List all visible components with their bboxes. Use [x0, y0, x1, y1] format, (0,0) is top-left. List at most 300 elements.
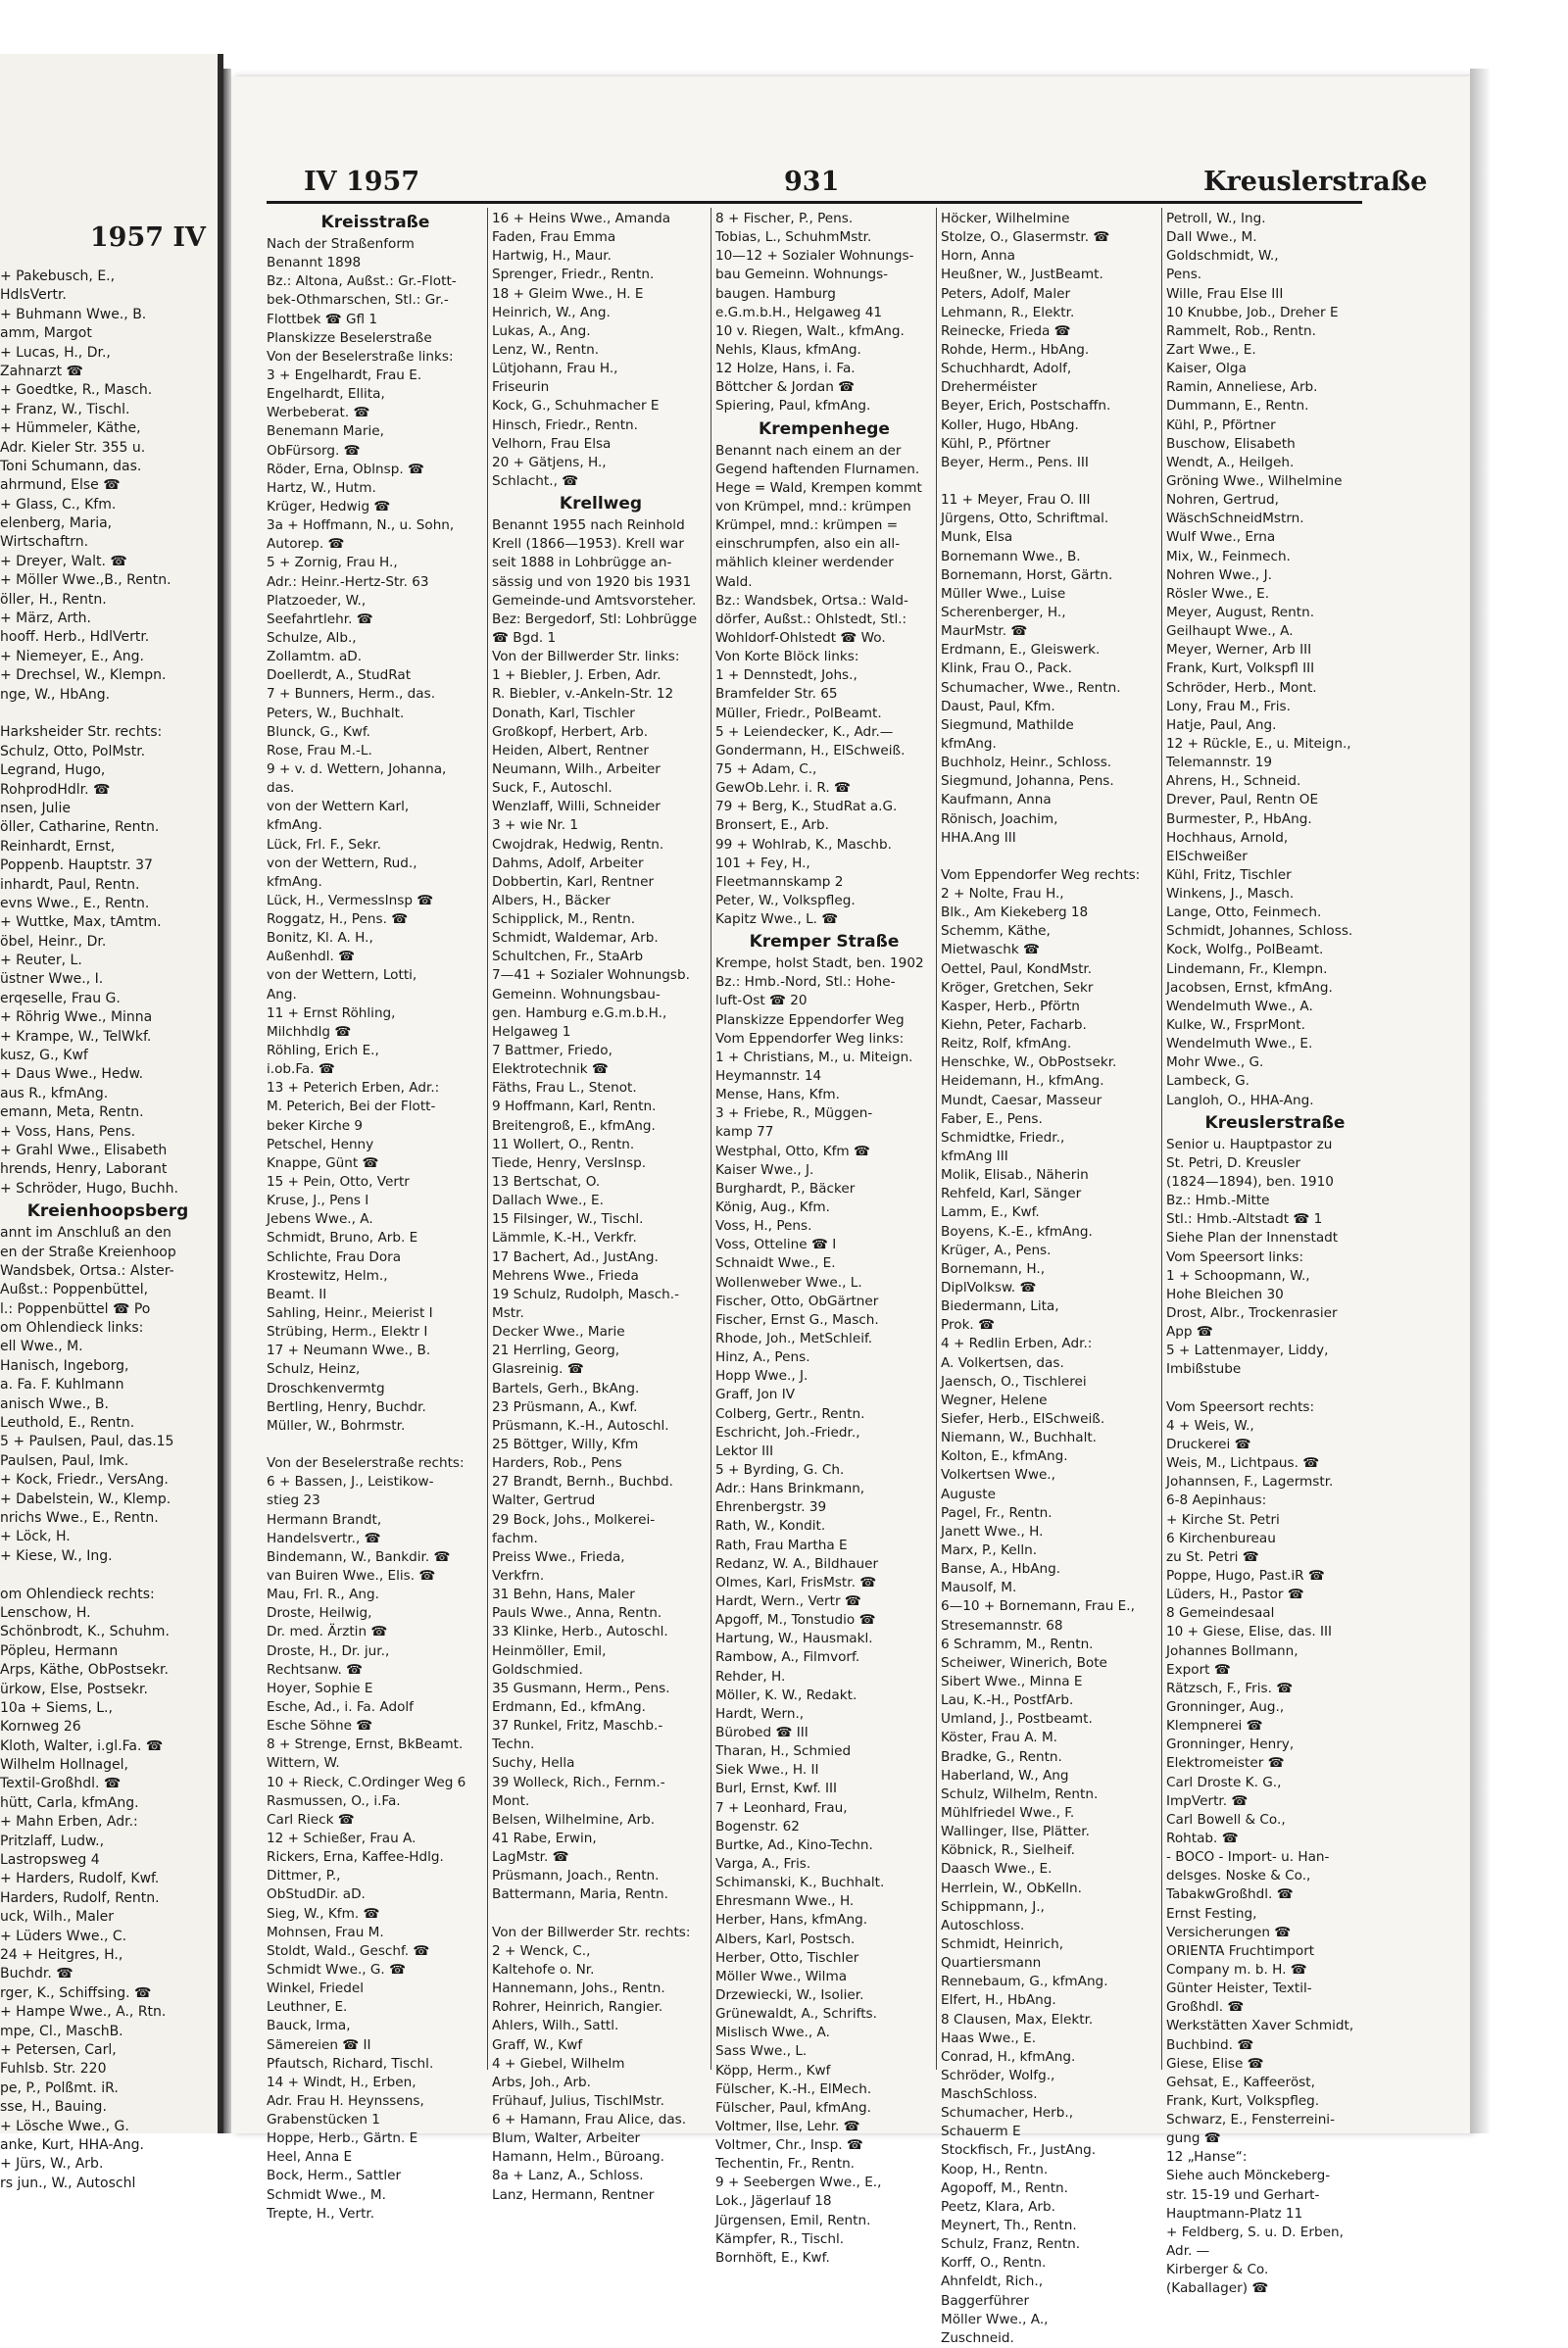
directory-entry-line: Pagel, Fr., Rentn. [941, 1504, 1053, 1521]
directory-entry-line: von der Wettern, Lotti, [267, 967, 417, 984]
directory-entry-line: Poppenb. Hauptstr. 37 [0, 857, 153, 874]
directory-entry-line: Droste, Heilwig, [267, 1605, 372, 1622]
directory-entry-line [0, 1566, 216, 1585]
directory-entry-line: Bz.: Hmb.-Mitte [1166, 1193, 1270, 1209]
directory-entry-line: Pritzlaff, Ludw., [0, 1833, 105, 1849]
directory-entry-line: einschrumpfen, also ein all- [715, 536, 901, 553]
directory-entry-line: 10 v. Riegen, Walt., kfmAng. [715, 322, 905, 339]
directory-entry-line: 11 + Meyer, Frau O. III [941, 492, 1091, 509]
directory-entry-line: Doellerdt, A., StudRat [267, 667, 412, 684]
directory-entry-line: Auguste [941, 1486, 996, 1502]
directory-entry-line: Buchdr. ☎ [0, 1966, 74, 1982]
directory-entry-line: anke, Kurt, HHA-Ang. [0, 2136, 144, 2153]
street-heading: Kreuslerstraße [1204, 1112, 1346, 1133]
directory-entry-line: Meynert, Th., Rentn. [941, 2218, 1077, 2234]
directory-entry-line: Jacobsen, Ernst, kfmAng. [1166, 979, 1333, 996]
directory-entry-line: Möller Wwe., Wilma [715, 1968, 848, 1984]
directory-entry-line: Kröger, Gretchen, Sekr [941, 979, 1094, 996]
directory-entry-line: Meyer, August, Rentn. [1166, 604, 1315, 620]
directory-entry-line: + Goedtke, R., Masch. [0, 382, 153, 399]
directory-entry-line: Lück, H., VermessInsp ☎ [267, 892, 434, 908]
directory-entry-line: ürkow, Else, Postsekr. [0, 1681, 148, 1697]
directory-entry-line: Schlichte, Frau Dora [267, 1248, 402, 1265]
directory-entry-line: + Lüders Wwe., C. [0, 1928, 127, 1944]
directory-entry-line: TabakwGroßhdl. ☎ [1166, 1886, 1294, 1903]
directory-entry-line: Toni Schumann, das. [0, 458, 142, 474]
directory-entry-line: Bornhöft, E., Kwf. [715, 2249, 830, 2266]
directory-entry-line: Nach der Straßenform [267, 236, 415, 252]
directory-entry-line: Haas Wwe., E. [941, 2030, 1037, 2046]
directory-entry-line: Von der Beselerstraße rechts: [267, 1455, 465, 1472]
directory-entry-line: inhardt, Paul, Rentn. [0, 876, 140, 893]
directory-entry-line: Peetz, Klara, Arb. [941, 2198, 1055, 2215]
directory-entry-line: Vom Speersort links: [1166, 1248, 1304, 1265]
directory-entry-line: Herber, Otto, Tischler [715, 1949, 859, 1966]
directory-entry-line: 6 Kirchenbureau [1166, 1530, 1276, 1546]
directory-entry-line: Außst.: Poppenbüttel, [0, 1282, 149, 1298]
directory-entry-line: Hanisch, Ingeborg, [0, 1357, 129, 1374]
directory-entry-line: Kruse, J., Pens I [267, 1193, 369, 1209]
directory-entry-line: Gronninger, Henry, [1166, 1737, 1295, 1753]
directory-entry-line: Flottbek ☎ Gfl 1 [267, 311, 378, 327]
directory-entry-line: Bronsert, E., Arb. [715, 817, 829, 834]
directory-entry-line: 8 Gemeindesaal [1166, 1605, 1275, 1622]
directory-entry-line: Milchhdlg ☎ [267, 1023, 352, 1040]
directory-column-5 [1166, 210, 1384, 2297]
directory-entry-line: Bindemann, W., Bankdir. ☎ [267, 1548, 451, 1565]
directory-entry-line: Rasmussen, O., i.Fa. [267, 1792, 401, 1809]
directory-entry-line: Dallach Wwe., E. [492, 1193, 604, 1209]
directory-entry-line: Hochhaus, Arnold, [1166, 829, 1289, 846]
directory-entry-line: Grünewaldt, A., Schrifts. [715, 2006, 877, 2023]
directory-entry-line: Bez: Bergedorf, Stl: Lohbrügge [492, 611, 698, 627]
directory-entry-line: Schulze, Alb., [267, 629, 357, 646]
directory-entry-line: Mislisch Wwe., A. [715, 2025, 830, 2041]
directory-entry-line: Großhdl. ☎ [1166, 1999, 1245, 2016]
directory-entry-line: Hohe Bleichen 30 [1166, 1286, 1284, 1302]
directory-entry-line: Kapitz Wwe., L. ☎ [715, 911, 839, 928]
directory-entry-line: 6 + Bassen, J., Leistikow- [267, 1474, 434, 1491]
directory-entry-line: 19 Schulz, Rudolph, Masch.- [492, 1286, 680, 1302]
directory-entry-line: Schauerm E [941, 2124, 1021, 2140]
directory-entry-line: Beamt. II [267, 1286, 327, 1302]
directory-entry-line: Poppe, Hugo, Past.iR ☎ [1166, 1567, 1325, 1584]
directory-entry-line: Mstr. [492, 1305, 524, 1322]
directory-entry-line: 1 + Schoopmann, W., [1166, 1267, 1310, 1284]
directory-entry-line: Techentin, Fr., Rentn. [715, 2156, 856, 2173]
directory-entry-line: kusz, G., Kwf [0, 1048, 88, 1064]
directory-entry-line: 6—10 + Bornemann, Frau E., [941, 1598, 1135, 1615]
directory-entry-line: Schönbrodt, K., Schuhm. [0, 1624, 170, 1640]
directory-entry-line: str. 15-19 und Gerhart- [1166, 2186, 1320, 2203]
directory-entry-line: Klempnerei ☎ [1166, 1718, 1263, 1735]
directory-entry-line: Versicherungen ☎ [1166, 1924, 1292, 1940]
volume-header: IV 1957 [304, 167, 420, 197]
directory-entry-line: a. Fa. F. Kuhlmann [0, 1377, 124, 1394]
directory-entry-line: Heymannstr. 14 [715, 1068, 822, 1085]
directory-entry-line: Wulf Wwe., Erna [1166, 529, 1276, 546]
directory-entry-line: - BOCO - Import- u. Han- [1166, 1849, 1330, 1866]
directory-entry-line: Schnaidt Wwe., E. [715, 1255, 836, 1272]
directory-entry-line: 8a + Lanz, A., Schloss. [492, 2168, 644, 2184]
directory-entry-line: Autorep. ☎ [267, 536, 345, 553]
directory-entry-line: Dummann, E., Rentn. [1166, 398, 1309, 415]
directory-entry-line: Glasreinig. ☎ [492, 1361, 584, 1378]
directory-entry-line: 15 + Pein, Otto, Vertr [267, 1174, 410, 1191]
directory-entry-line: + Drechsel, W., Klempn. [0, 667, 167, 684]
directory-entry-line: 3 + Engelhardt, Frau E. [267, 367, 422, 383]
directory-entry-line: + Daus Wwe., Hedw. [0, 1066, 144, 1083]
street-heading: Kremper Straße [749, 932, 900, 953]
directory-entry-line: WäschSchneidMstrn. [1166, 511, 1304, 527]
directory-entry-line: pe, P., Polßmt. iR. [0, 2079, 119, 2096]
directory-entry-line: 5 + Leiendecker, K., Adr.— [715, 723, 894, 740]
directory-entry-line: sässig und von 1920 bis 1931 [492, 573, 692, 590]
directory-entry-line: Friseurin [492, 379, 550, 396]
directory-entry-line: Werkstätten Xaver Schmidt, [1166, 2018, 1354, 2034]
directory-entry-line: Lehmann, R., Elektr. [941, 304, 1075, 320]
directory-entry-line: Schumacher, Wwe., Rentn. [941, 679, 1121, 696]
directory-entry-line: Planskizze Eppendorfer Weg [715, 1011, 905, 1028]
directory-entry-line: Mausolf, M. [941, 1580, 1017, 1596]
directory-entry-line: Lindemann, Fr., Klempn. [1166, 960, 1328, 977]
directory-entry-line: Graff, Jon IV [715, 1387, 796, 1403]
directory-entry-line: 13 + Peterich Erben, Adr.: [267, 1080, 440, 1097]
directory-entry-line: Grabenstücken 1 [267, 2112, 380, 2128]
directory-entry-line: Wendelmuth Wwe., E. [1166, 1036, 1313, 1052]
directory-entry-line: Volkertsen Wwe., [941, 1467, 1055, 1484]
directory-entry-line: 27 Brandt, Bernh., Buchbd. [492, 1474, 673, 1491]
directory-entry-line: Peters, Adolf, Maler [941, 285, 1071, 302]
directory-entry-line: Albers, Karl, Postsch. [715, 1931, 856, 1947]
directory-entry-line: 21 Herrling, Georg, [492, 1343, 620, 1359]
directory-entry-line: Langloh, O., HHA-Ang. [1166, 1092, 1314, 1108]
directory-entry-line: Drost, Albr., Trockenrasier [1166, 1305, 1338, 1322]
directory-entry-line: Droschkenvermtg [267, 1380, 385, 1396]
directory-entry-line: Schulz, Heinz, [267, 1361, 361, 1378]
directory-entry-line: Leuthner, E. [267, 1999, 348, 2016]
column-divider [487, 208, 488, 2070]
directory-entry-line: Fäths, Frau L., Stenot. [492, 1080, 637, 1097]
directory-entry-line: Hauptmann-Platz 11 [1166, 2205, 1303, 2222]
directory-entry-line: Gondermann, H., ElSchweiß. [715, 742, 906, 758]
directory-entry-line: Ehresmann Wwe., H. [715, 1893, 855, 1910]
directory-entry-line: König, Aug., Kfm. [715, 1199, 830, 1216]
directory-entry-line: Kaufmann, Anna [941, 792, 1052, 808]
directory-entry-line: Winkens, J., Masch. [1166, 886, 1295, 903]
directory-entry-line: Gegend haftenden Flurnamen. [715, 461, 920, 477]
directory-entry-line: Mehrens Wwe., Frieda [492, 1267, 639, 1284]
street-heading: Kreienhoopsberg [26, 1201, 189, 1222]
directory-entry-line: Pens. [1166, 267, 1202, 283]
directory-entry-line: Koop, H., Rentn. [941, 2161, 1049, 2177]
column-divider [1161, 208, 1162, 2070]
directory-entry-line: 39 Wolleck, Rich., Fernm.- [492, 1774, 665, 1790]
directory-entry-line: Harders, Rudolf, Rentn. [0, 1889, 160, 1906]
directory-entry-line: Schwarz, E., Fensterreini- [1166, 2112, 1335, 2128]
directory-entry-line: Sämereien ☎ II [267, 2036, 371, 2053]
directory-entry-line: Zart Wwe., E. [1166, 341, 1256, 358]
directory-entry-line: 20 + Gätjens, H., [492, 454, 607, 470]
directory-entry-line: Battermann, Maria, Rentn. [492, 1886, 668, 1903]
directory-entry-line: Adr.: Hans Brinkmann, [715, 1481, 865, 1497]
directory-entry-line: Wohldorf-Ohlstedt ☎ Wo. [715, 629, 886, 646]
directory-entry-line: Schipplick, M., Rentn. [492, 911, 636, 928]
directory-entry-line: bek-Othmarschen, Stl.: Gr.- [267, 292, 449, 309]
directory-entry-line: Faden, Frau Emma [492, 229, 616, 246]
directory-entry-line: 3 + Friebe, R., Müggen- [715, 1105, 873, 1122]
directory-entry-line: Adr.: Heinr.-Hertz-Str. 63 [267, 573, 429, 590]
directory-entry-line: Hartung, W., Hausmakl. [715, 1631, 873, 1647]
directory-entry-line: St. Petri, D. Kreusler [1166, 1154, 1301, 1171]
directory-entry-line: Arps, Käthe, ObPostsekr. [0, 1662, 169, 1679]
directory-entry-line: Peters, W., Buchhalt. [267, 705, 405, 721]
directory-entry-line: Böttcher & Jordan ☎ [715, 379, 856, 396]
directory-entry-line: kfmAng. [267, 817, 322, 834]
directory-entry-line: Wendelmuth Wwe., A. [1166, 998, 1313, 1014]
directory-entry-line: Müller Wwe., Luise [941, 585, 1066, 602]
directory-entry-line: Rose, Frau M.-L. [267, 742, 372, 758]
directory-entry-line: Ramin, Anneliese, Arb. [1166, 379, 1318, 396]
directory-entry-line: + Wuttke, Max, tAmtm. [0, 914, 162, 931]
directory-entry-line: Elfert, H., HbAng. [941, 1992, 1056, 2009]
directory-entry-line: Rohtab. ☎ [1166, 1830, 1239, 1846]
directory-entry-line: 29 Bock, Johs., Molkerei- [492, 1511, 656, 1528]
directory-entry-line: Johannes Bollmann, [1166, 1642, 1298, 1659]
directory-entry-line: Goldschmidt, W., [1166, 248, 1279, 265]
directory-entry-line: ElSchweißer [1166, 848, 1248, 864]
directory-entry-line: 4 + Weis, W., [1166, 1417, 1254, 1434]
directory-entry-line: + Franz, W., Tischl. [0, 401, 130, 417]
directory-entry-line: 8 + Fischer, P., Pens. [715, 211, 854, 226]
directory-entry-line: 2 + Nolte, Frau H., [941, 886, 1064, 903]
directory-entry-line: Preiss Wwe., Frieda, [492, 1548, 625, 1565]
directory-entry-line: Gröning Wwe., Wilhelmine [1166, 472, 1343, 489]
directory-entry-line: Hermann Brandt, [267, 1511, 382, 1528]
directory-entry-line [941, 472, 1158, 491]
directory-entry-line: Lukas, A., Ang. [492, 322, 591, 339]
directory-entry-line: uck, Wilh., Maler [0, 1909, 115, 1926]
directory-entry-line: + Schröder, Hugo, Buchh. [0, 1180, 178, 1197]
directory-entry-line: Henschke, W., ObPostsekr. [941, 1054, 1117, 1071]
directory-entry-line: Dreherméister [941, 379, 1038, 396]
directory-entry-line: Siefer, Herb., ElSchweiß. [941, 1411, 1105, 1427]
directory-entry-line: Pöpleu, Hermann [0, 1642, 119, 1659]
directory-entry-line: Kasper, Herb., Pförtn [941, 998, 1080, 1014]
directory-entry-line: öller, Catharine, Rentn. [0, 819, 160, 836]
directory-entry-line: Müller, W., Bohrmstr. [267, 1417, 406, 1434]
directory-entry-line: Hinz, A., Pens. [715, 1349, 810, 1366]
directory-entry-line: Rohrer, Heinrich, Rangier. [492, 1999, 663, 2016]
directory-entry-line: Jürgensen, Emil, Rentn. [715, 2212, 871, 2228]
directory-entry-line: Horn, Anna [941, 248, 1016, 265]
directory-entry-line: Fleetmannskamp 2 [715, 873, 844, 890]
directory-entry-line: Schulz, Franz, Rentn. [941, 2236, 1081, 2253]
directory-entry-line: Redanz, W. A., Bildhauer [715, 1555, 879, 1572]
directory-entry-line: Spiering, Paul, kfmAng. [715, 398, 871, 415]
directory-entry-line: delsges. Noske & Co., [1166, 1868, 1311, 1884]
directory-entry-line: + März, Arth. [0, 611, 91, 627]
directory-entry-line: 75 + Adam, C., [715, 760, 817, 777]
directory-entry-line: Reitz, Rolf, kfmAng. [941, 1036, 1072, 1052]
directory-entry-line: Apgoff, M., Tonstudio ☎ [715, 1612, 876, 1629]
directory-entry-line: Nohren, Gertrud, [1166, 492, 1279, 509]
directory-entry-line: 5 + Byrding, G. Ch. [715, 1462, 845, 1478]
directory-entry-line: Lütjohann, Frau H., [492, 361, 618, 377]
directory-entry-line: Schröder, Wolfg., [941, 2067, 1055, 2083]
directory-entry-line: Velhorn, Frau Elsa [492, 435, 612, 452]
directory-entry-line: Bornemann, Horst, Gärtn. [941, 566, 1113, 583]
directory-entry-line: Wallinger, Ilse, Plätter. [941, 1824, 1090, 1840]
directory-entry-line: Reinecke, Frieda ☎ [941, 322, 1071, 339]
directory-entry-line: Sprenger, Friedr., Rentn. [492, 267, 655, 283]
directory-entry-line: Bz.: Altona, Außst.: Gr.-Flott- [267, 273, 457, 290]
directory-entry-line: Scherenberger, H., [941, 604, 1066, 620]
directory-entry-line: Wendt, A., Heilgeh. [1166, 454, 1295, 470]
directory-entry-line: Blunck, G., Kwf. [267, 723, 370, 740]
directory-entry-line: 17 Bachert, Ad., JustAng. [492, 1248, 659, 1265]
directory-entry-line: Dittmer, P., [267, 1868, 341, 1884]
directory-entry-line: Rönisch, Joachim, [941, 810, 1058, 827]
directory-entry-line: Wille, Frau Else III [1166, 285, 1284, 302]
directory-entry-line: Wandsbek, Ortsa.: Alster- [0, 1262, 174, 1279]
directory-entry-line: Knappe, Günt ☎ [267, 1154, 379, 1171]
directory-entry-line: 12 Holze, Hans, i. Fa. [715, 361, 856, 377]
directory-entry-line: emann, Meta, Rentn. [0, 1104, 144, 1121]
directory-entry-line: Sieg, W., Kfm. ☎ [267, 1905, 380, 1922]
directory-entry-line: Rehder, H. [715, 1668, 786, 1685]
directory-entry-line: Zahnarzt ☎ [0, 363, 83, 379]
directory-entry-line: Dr. med. Ärztin ☎ [267, 1624, 388, 1640]
directory-entry-line: Rickers, Erna, Kaffee-Hdlg. [267, 1849, 444, 1866]
directory-entry-line: Voss, H., Pens. [715, 1218, 812, 1235]
directory-entry-line: 4 + Redlin Erben, Adr.: [941, 1336, 1093, 1352]
directory-entry-line: Wenzlaff, Willi, Schneider [492, 799, 661, 815]
directory-entry-line: Conrad, H., kfmAng. [941, 2048, 1076, 2065]
directory-entry-line: Lamm, E., Kwf. [941, 1204, 1040, 1221]
directory-entry-line: Petschel, Henny [267, 1136, 374, 1152]
directory-entry-line: 79 + Berg, K., StudRat a.G. [715, 799, 898, 815]
directory-entry-line: Kühl, P., Pförtner [941, 435, 1051, 452]
directory-entry-line: Bogenstr. 62 [715, 1818, 800, 1834]
directory-entry-line: Mietwaschk ☎ [941, 942, 1040, 958]
directory-entry-line: Rösler Wwe., E. [1166, 585, 1270, 602]
directory-entry-line: Heiden, Albert, Rentner [492, 742, 649, 758]
directory-entry-line: Prüsmann, K.-H., Autoschl. [492, 1417, 669, 1434]
directory-entry-line: Biedermann, Lita, [941, 1298, 1059, 1315]
directory-entry-line [1166, 1380, 1384, 1398]
directory-entry-line: Benannt 1898 [267, 255, 362, 271]
directory-entry-line: + Krampe, W., TelWkf. [0, 1028, 152, 1045]
directory-entry-line: Schemm, Käthe, [941, 923, 1051, 940]
directory-entry-line: + Harders, Rudolf, Kwf. [0, 1871, 160, 1887]
directory-entry-line: + Reuter, L. [0, 953, 82, 969]
directory-entry-line: Hatje, Paul, Ang. [1166, 716, 1277, 733]
street-heading: Krellweg [559, 494, 643, 514]
directory-entry-line: Reinhardt, Ernst, [0, 838, 116, 855]
directory-entry-line: Leuthold, E., Rentn. [0, 1415, 135, 1432]
directory-entry-line: elenberg, Maria, [0, 515, 113, 532]
directory-entry-line: MaschSchloss. [941, 2086, 1038, 2103]
directory-entry-line: Buschow, Elisabeth [1166, 435, 1296, 452]
book-gutter [223, 69, 231, 2133]
directory-entry-line: Burmester, P., HbAng. [1166, 810, 1312, 827]
directory-entry-line: von der Wettern Karl, [267, 799, 410, 815]
directory-entry-line: Frank, Kurt, Volkspfleg. [1166, 2092, 1320, 2109]
directory-entry-line: Kloth, Walter, i.gl.Fa. ☎ [0, 1737, 164, 1754]
directory-entry-line: + Dreyer, Walt. ☎ [0, 553, 127, 569]
directory-entry-line: Lambeck, G. [1166, 1073, 1250, 1090]
directory-entry-line: Techn. [492, 1737, 535, 1753]
directory-entry-line: Bertling, Henry, Buchdr. [267, 1398, 426, 1415]
directory-entry-line: Ahlers, Wilh., Sattl. [492, 2018, 619, 2034]
directory-entry-line: Umland, J., Postbeamt. [941, 1711, 1093, 1728]
directory-entry-line: Bz.: Hmb.-Nord, Stl.: Hohe- [715, 974, 896, 991]
directory-entry-line: Stockfisch, Fr., JustAng. [941, 2142, 1097, 2159]
directory-entry-line: Krell (1866—1953). Krell war [492, 536, 684, 553]
directory-entry-line: ell Wwe., M. [0, 1339, 83, 1355]
directory-entry-line: Jürgens, Otto, Schriftmal. [941, 511, 1109, 527]
directory-entry-line: + Niemeyer, E., Ang. [0, 648, 144, 664]
directory-entry-line: Trepte, H., Vertr. [267, 2205, 375, 2222]
directory-entry-line: Olmes, Karl, FrisMstr. ☎ [715, 1574, 877, 1590]
directory-entry-line: Decker Wwe., Marie [492, 1324, 625, 1341]
directory-entry-line: Krempe, holst Stadt, ben. 1902 [715, 955, 924, 972]
directory-entry-line: 3 + wie Nr. 1 [492, 817, 579, 834]
directory-entry-line: Esche Söhne ☎ [267, 1718, 373, 1735]
directory-entry-line: mählich kleiner werdender [715, 555, 894, 571]
directory-entry-line: + Lucas, H., Dr., [0, 344, 111, 361]
directory-entry-line: Lok., Jägerlauf 18 [715, 2193, 832, 2210]
directory-entry-line: Harksheider Str. rechts: [0, 724, 163, 741]
directory-entry-line: Drever, Paul, Rentn OE [1166, 792, 1319, 808]
directory-entry-line: Winkel, Friedel [267, 1981, 365, 1997]
directory-entry-line: Tiede, Henry, VersInsp. [492, 1154, 647, 1171]
directory-entry-line: Roggatz, H., Pens. ☎ [267, 911, 409, 928]
directory-entry-line: RohprodHdlr. ☎ [0, 781, 111, 798]
directory-entry-line: Schulz, Otto, PolMstr. [0, 743, 146, 759]
directory-entry-line: Hinsch, Friedr., Rentn. [492, 416, 638, 433]
directory-entry-line: Schmidt, Waldemar, Arb. [492, 930, 659, 947]
directory-entry-line: Bornemann, H., [941, 1260, 1046, 1277]
directory-entry-line: Kock, Wolfg., PolBeamt. [1166, 942, 1324, 958]
directory-entry-line: 16 + Heins Wwe., Amanda [492, 211, 671, 226]
directory-entry-line: Voltmer, Ilse, Lehr. ☎ [715, 2118, 860, 2134]
directory-entry-line: + Mahn Erben, Adr.: [0, 1814, 138, 1831]
directory-entry-line: Pfautsch, Richard, Tischl. [267, 2055, 434, 2072]
directory-entry-line: Wirtschaftrn. [0, 534, 89, 551]
directory-entry-line: + Pakebusch, E., [0, 269, 116, 284]
directory-entry-line: Lau, K.-H., PostfArb. [941, 1692, 1074, 1709]
page-edge [1470, 69, 1490, 2133]
directory-entry-line: Schuchhardt, Adolf, [941, 361, 1072, 377]
directory-entry-line: Schippmann, J., [941, 1898, 1045, 1915]
directory-entry-line: Drzewiecki, W., Isolier. [715, 1986, 864, 2003]
directory-entry-line: seit 1888 in Lohbrügge an- [492, 555, 672, 571]
directory-entry-line: Lanz, Hermann, Rentner [492, 2186, 655, 2203]
directory-entry-line: GewOb.Lehr. i. R. ☎ [715, 780, 851, 797]
directory-entry-line: Adr. Kieler Str. 355 u. [0, 439, 146, 456]
directory-entry-line: Burghardt, P., Bäcker [715, 1180, 856, 1197]
directory-entry-line: Blum, Walter, Arbeiter [492, 2130, 641, 2147]
directory-entry-line: Seefahrtlehr. ☎ [267, 611, 373, 627]
directory-entry-line: Zuschneid. [941, 2329, 1014, 2346]
directory-entry-line: Kämpfer, R., Tischl. [715, 2230, 845, 2247]
directory-entry-line: om Ohlendieck links: [0, 1320, 144, 1337]
directory-entry-line: Mundt, Caesar, Masseur [941, 1092, 1102, 1108]
directory-entry-line: Fuhlsb. Str. 220 [0, 2061, 107, 2078]
directory-entry-line: + Kirche St. Petri [1166, 1511, 1280, 1528]
